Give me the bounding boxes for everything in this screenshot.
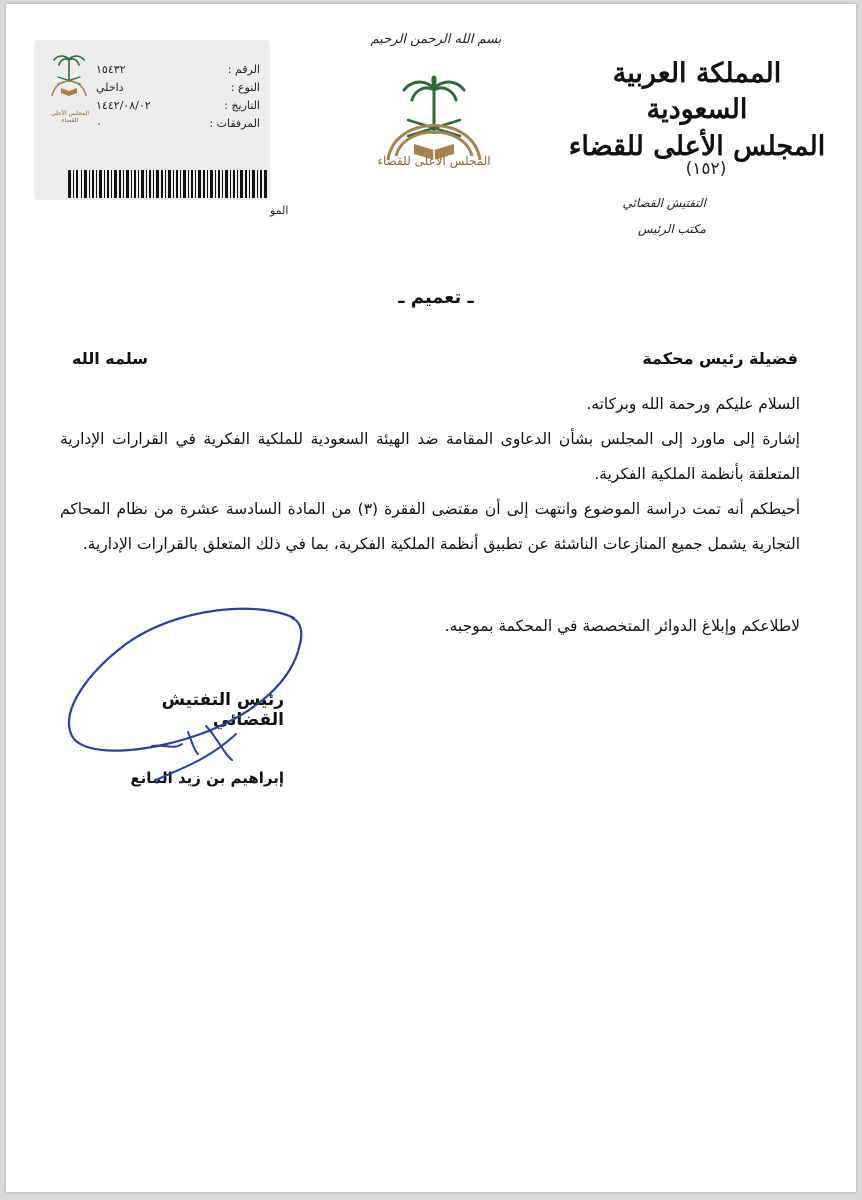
barcode-icon xyxy=(68,170,268,198)
info-row-attachments xyxy=(96,114,260,132)
info-row-date xyxy=(96,96,260,114)
info-value: ١٥٤٣٢ xyxy=(96,62,126,76)
info-value: داخلي xyxy=(96,80,124,94)
signatory-title: رئيس التفتيش القضائي xyxy=(161,690,284,730)
info-value: ١٤٤٢/٠٨/٠٢ xyxy=(96,98,151,112)
info-label: التاريخ : xyxy=(224,98,260,112)
mini-emblem-icon xyxy=(44,50,94,110)
paragraph-notice: أحيطكم أنه تمت دراسة الموضوع وانتهت إلى أن مقتضى الفقرة (٣) من المادة السادسة عشرة من نظام المحاكم التجارية يشمل جميع المنازعات الناشئة عن تطبيق أنظمة الملكية الفكرية، بما في ذلك المتعلق بالقرارات الإدارية. xyxy=(60,500,801,553)
info-row-number xyxy=(96,60,260,78)
handwritten-signature-icon xyxy=(56,604,326,804)
info-value: ٠ xyxy=(96,116,102,130)
emblem-caption: المجلس الأعلى للقضاء xyxy=(377,154,491,168)
info-row-type xyxy=(96,78,260,96)
basmala: بسم الله الرحمن الرحيم xyxy=(370,32,502,47)
department-name: التفتيش القضائي xyxy=(622,196,706,210)
department-block xyxy=(546,190,706,242)
paragraph-reference: إشارة إلى ماورد إلى المجلس بشأن الدعاوى المقامة ضد الهيئة السعودية للملكية الفكرية في القرارات الإدارية المتعلقة بأنظمة الملكية الفكرية. xyxy=(60,430,800,483)
signatory-name: إبراهيم بن زيد المانع xyxy=(130,769,284,787)
info-label: النوع : xyxy=(230,80,260,94)
subject-label-cut: المو xyxy=(270,204,289,217)
info-table xyxy=(96,60,260,132)
addressee: فضيلة رئيس محكمة xyxy=(642,349,798,368)
letterhead-title xyxy=(566,56,828,165)
greeting: السلام عليكم ورحمة الله وبركاته. xyxy=(586,395,800,413)
salutation-end: سلمه الله xyxy=(72,349,148,368)
info-label: المرفقات : xyxy=(209,116,260,130)
info-label: الرقم : xyxy=(227,62,260,76)
kingdom-name: المملكة العربية السعودية xyxy=(612,58,782,126)
document-page xyxy=(6,4,856,1192)
council-name: المجلس الأعلى للقضاء xyxy=(568,130,826,162)
mini-emblem-caption: المجلس الأعلى للقضاء xyxy=(50,110,90,124)
reference-number: (١٥٢) xyxy=(685,159,727,179)
office-name: مكتب الرئيس xyxy=(637,222,706,236)
circular-title: ـ تعميم ـ xyxy=(398,287,474,308)
paragraph-closing: لاطلاعكم وإبلاغ الدوائر المتخصصة في المحكمة بموجبه. xyxy=(444,617,800,635)
document-info-box xyxy=(34,40,289,217)
